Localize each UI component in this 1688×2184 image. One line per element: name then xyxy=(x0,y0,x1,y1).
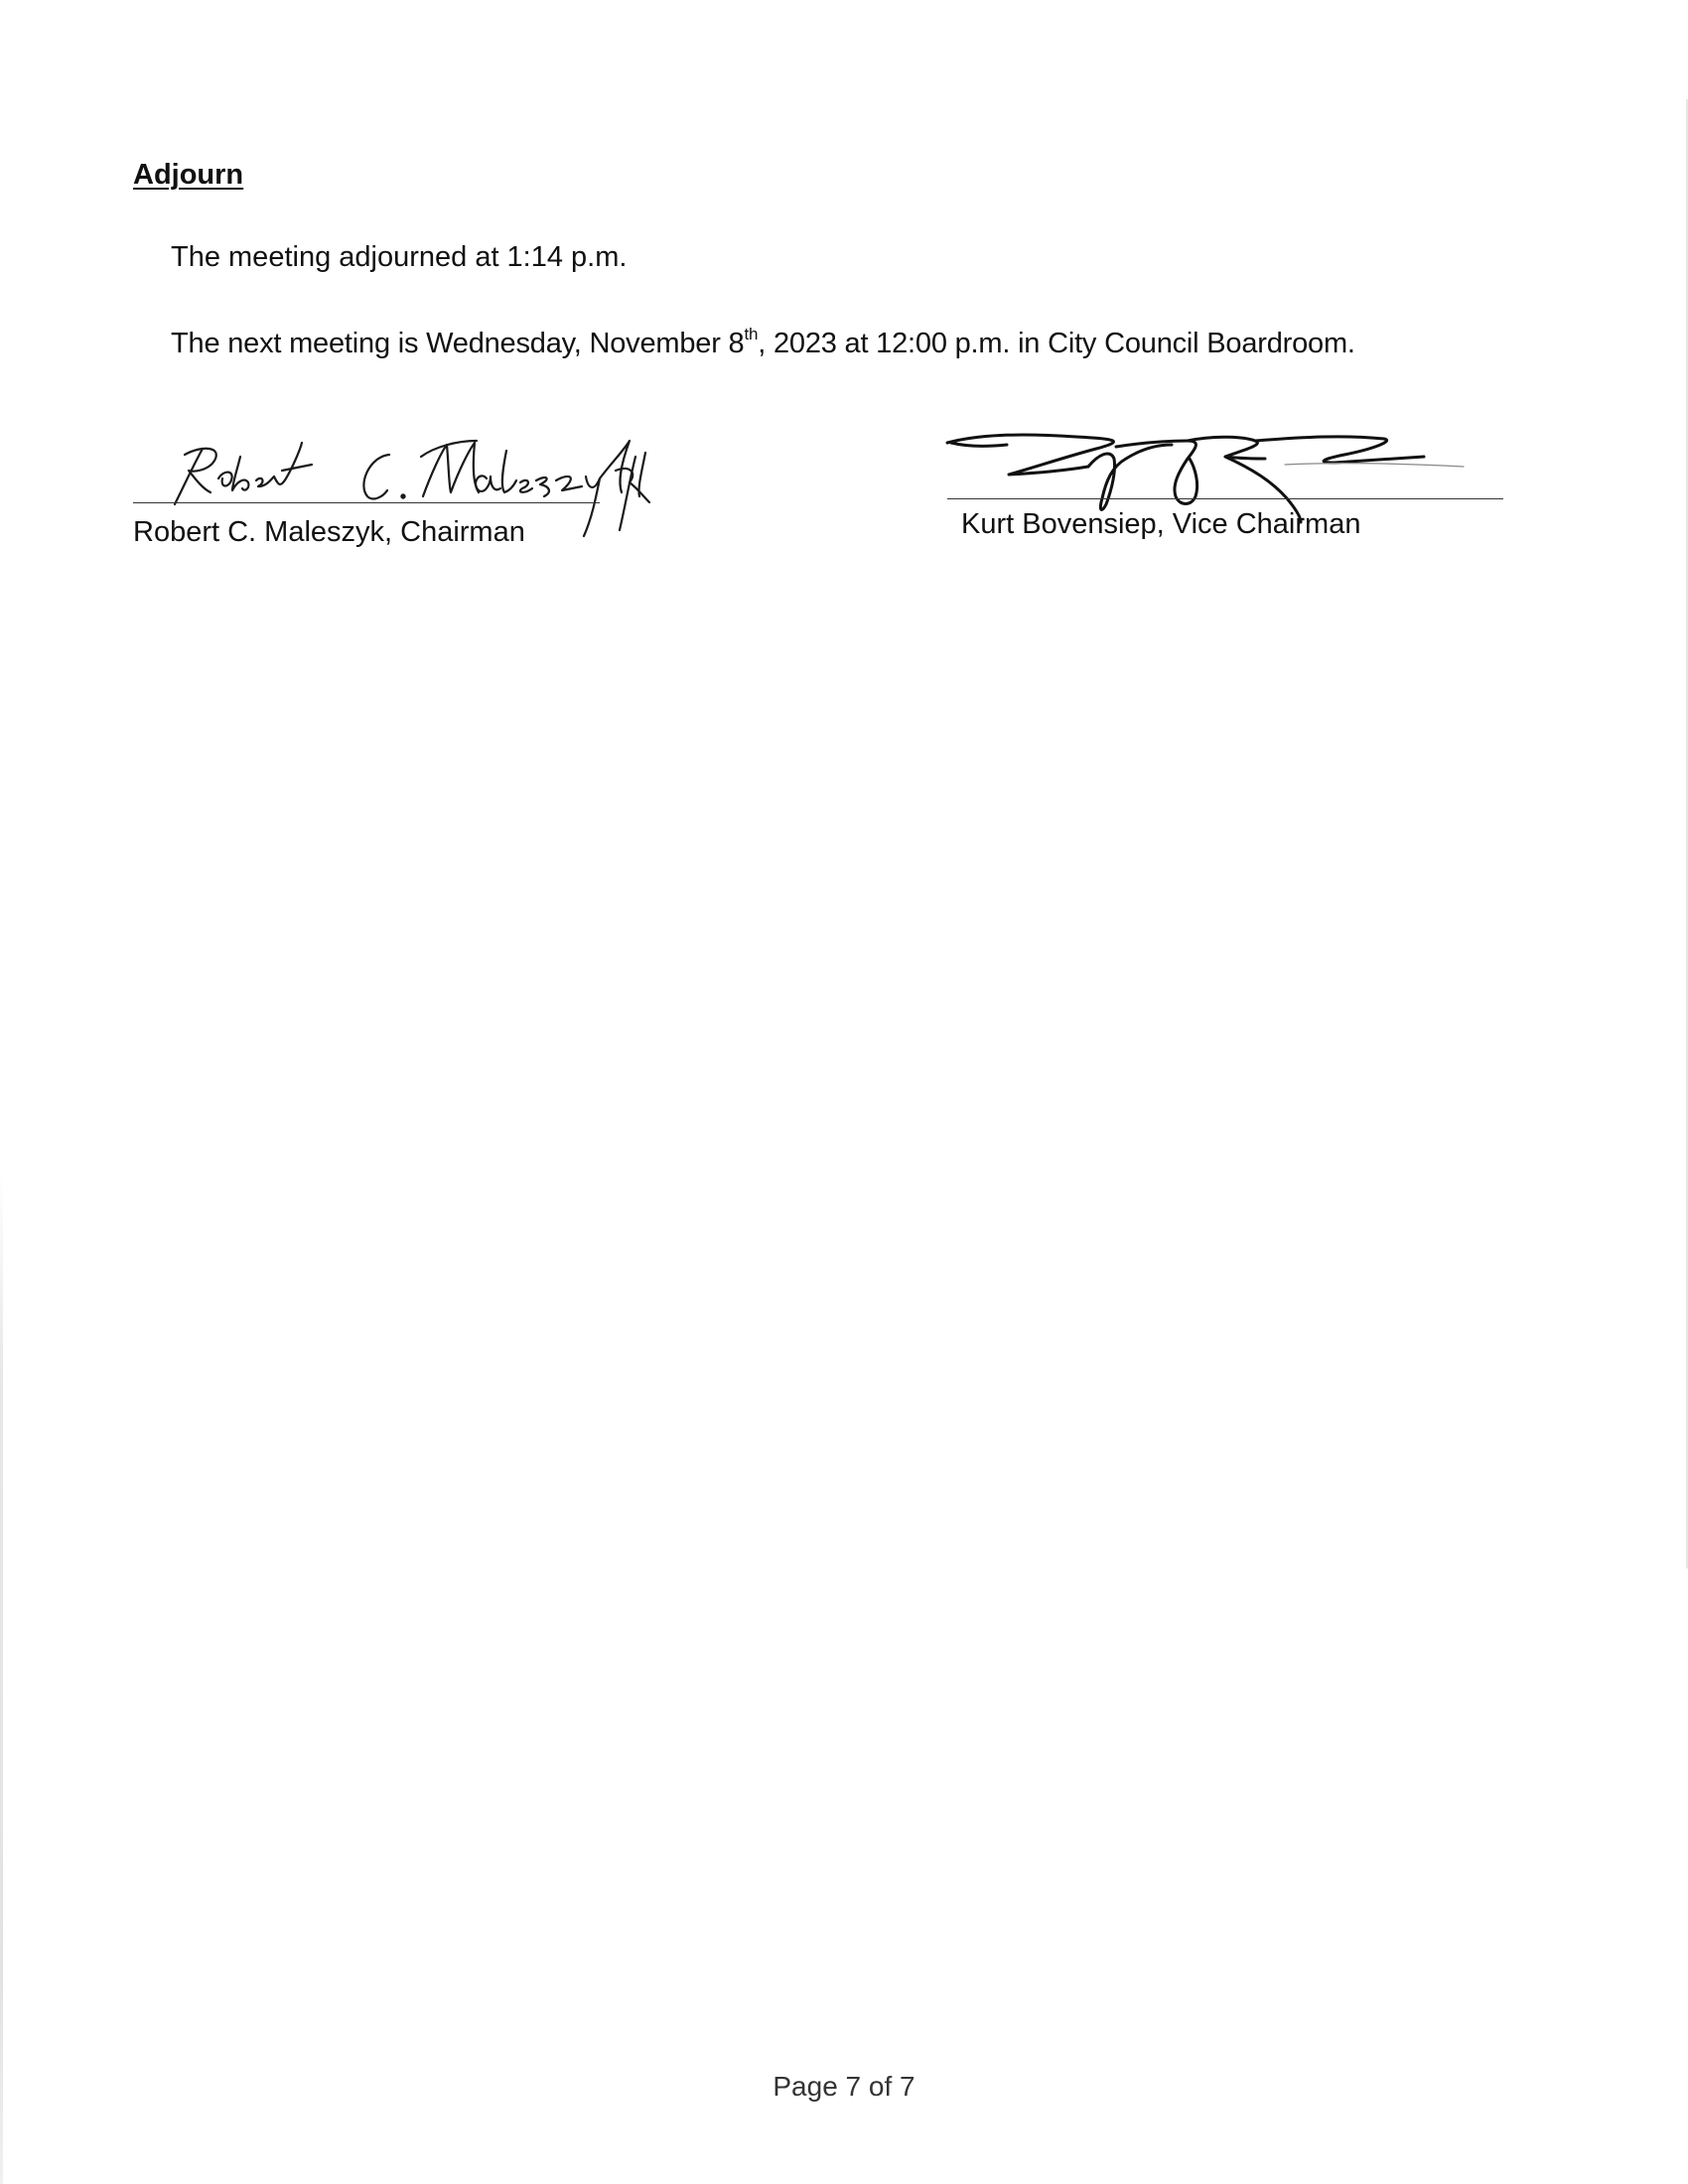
next-meeting-suffix: , 2023 at 12:00 p.m. in City Council Boardroom. xyxy=(758,328,1355,359)
next-meeting-prefix: The next meeting is Wednesday, November 8 xyxy=(171,328,745,359)
scan-edge-left xyxy=(0,1171,3,2184)
adjourned-paragraph: The meeting adjourned at 1:14 p.m. xyxy=(171,241,628,273)
chairman-signature-line xyxy=(133,502,600,503)
next-meeting-paragraph xyxy=(171,325,1355,360)
vice-chairman-name-title: Kurt Bovensiep, Vice Chairman xyxy=(961,508,1361,540)
vice-chairman-signature-block xyxy=(947,427,1523,556)
page-number: Page 7 of 7 xyxy=(773,2071,915,2102)
vice-chairman-signature-line xyxy=(947,498,1503,499)
section-heading: Adjourn xyxy=(133,159,244,191)
next-meeting-ordinal: th xyxy=(744,325,759,343)
chairman-signature-block xyxy=(133,437,689,556)
chairman-name-title: Robert C. Maleszyk, Chairman xyxy=(133,516,525,548)
